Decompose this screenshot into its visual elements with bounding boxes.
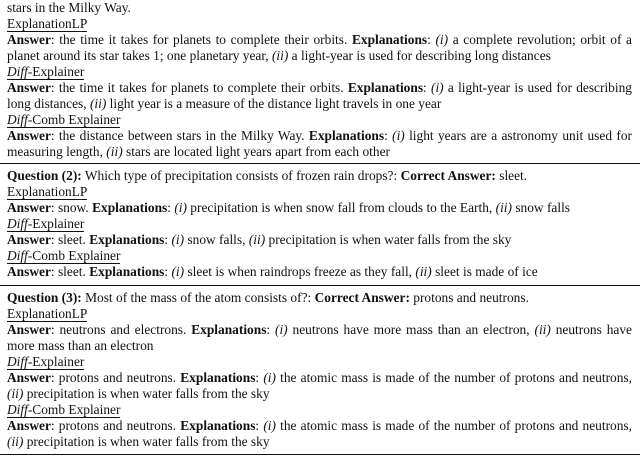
model-label-diff-comb-explainer: Diff-Comb Explainer — [7, 112, 121, 127]
q2-diff-explainer-answer: Answer: sleet. Explanations: (i) snow falls, (ii) precipitation is when water falls from the sky — [7, 232, 512, 247]
question-1-section — [0, 0, 640, 160]
q3-explanationlp-answer: Answer: neutrons and electrons. Explanations: (i) neutrons have more mass than an electron, (ii) neutrons have more mass than an electron — [7, 322, 632, 353]
model-label-explanationlp: ExplanationLP — [7, 16, 88, 31]
model-label-diff-explainer: Diff-Explainer — [7, 64, 85, 79]
model-label-diff-comb-explainer: Diff-Comb Explainer — [7, 248, 121, 263]
model-label-explanationlp: ExplanationLP — [7, 306, 88, 321]
q1-diff-explainer-answer: Answer: the time it takes for planets to complete their orbits. Explanations: (i) a light-year is used for describing long distances, (ii) light year is a measure of the distance light travels in one year — [7, 80, 632, 111]
q1-explanationlp-answer: Answer: the time it takes for planets to complete their orbits. Explanations: (i) a complete revolution; orbit of a planet around its star takes 1; one planetary year, (ii) a light-year is used for describing long distances — [7, 32, 632, 63]
q3-diff-explainer-answer: Answer: protons and neutrons. Explanations: (i) the atomic mass is made of the number of protons and neutrons, (ii) precipitation is when water falls from the sky — [7, 370, 632, 401]
table-bottom-rule — [0, 454, 640, 455]
question-3-section — [0, 290, 640, 450]
model-label-diff-comb-explainer: Diff-Comb Explainer — [7, 402, 121, 417]
question-2-section — [0, 168, 640, 280]
q2-explanationlp-answer: Answer: snow. Explanations: (i) precipitation is when snow fall from clouds to the Earth, (ii) snow falls — [7, 200, 571, 215]
question-2-header: Question (2): Which type of precipitation consists of frozen rain drops?: Correct Answer: sleet. — [7, 168, 528, 183]
question-1-tail: stars in the Milky Way. — [7, 0, 131, 15]
q3-diff-comb-explainer-answer: Answer: protons and neutrons. Explanations: (i) the atomic mass is made of the number of protons and neutrons, (ii) precipitation is when water falls from the sky — [7, 418, 632, 449]
question-3-header: Question (3): Most of the mass of the atom consists of?: Correct Answer: protons and neutrons. — [7, 290, 529, 305]
q2-diff-comb-explainer-answer: Answer: sleet. Explanations: (i) sleet is when raindrops freeze as they fall, (ii) sleet is made of ice — [7, 264, 538, 279]
model-label-diff-explainer: Diff-Explainer — [7, 354, 85, 369]
section-divider — [0, 163, 640, 164]
q1-diff-comb-explainer-answer: Answer: the distance between stars in the Milky Way. Explanations: (i) light years are a astronomy unit used for measuring length, (ii) stars are located light years apart from each other — [7, 128, 632, 159]
model-label-diff-explainer: Diff-Explainer — [7, 216, 85, 231]
section-divider — [0, 285, 640, 286]
model-label-explanationlp: ExplanationLP — [7, 184, 88, 199]
